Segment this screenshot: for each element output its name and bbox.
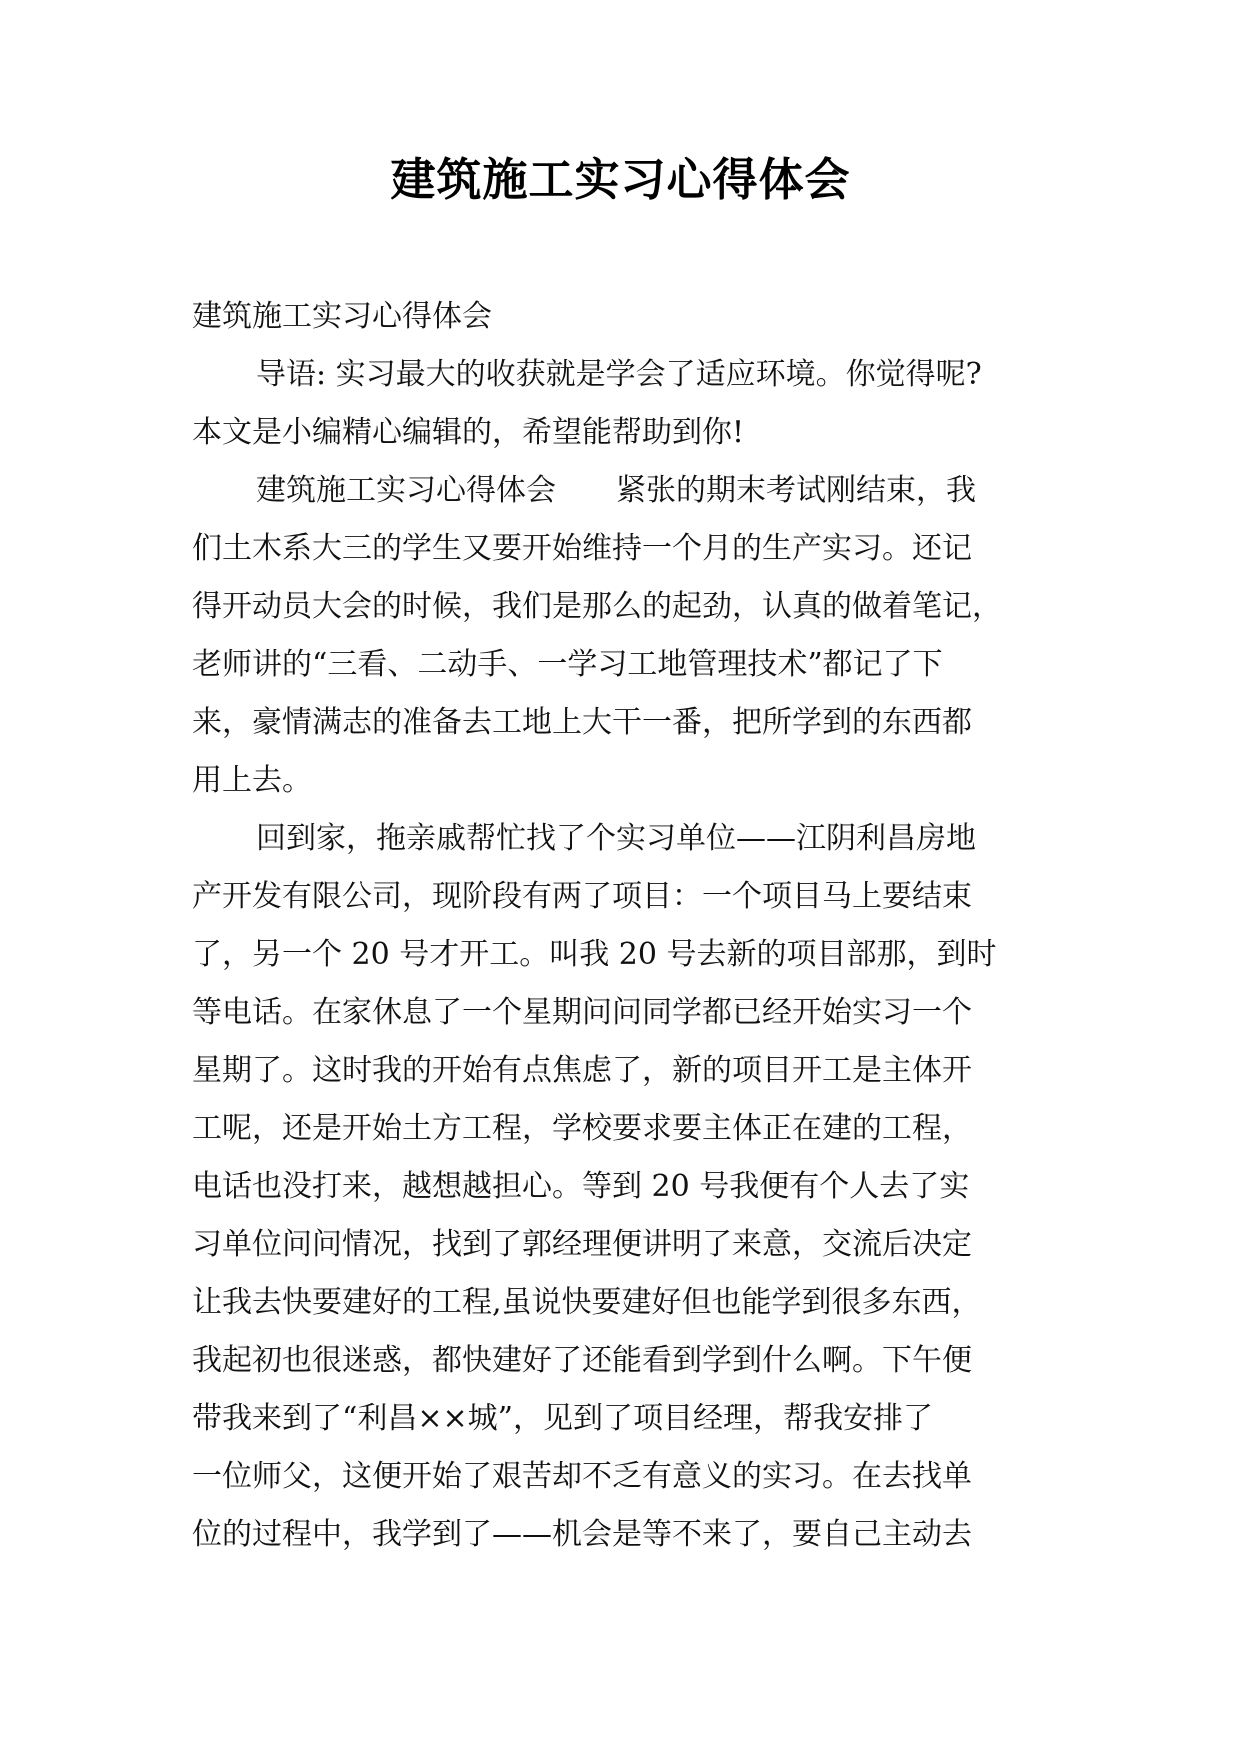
subtitle-line: 建筑施工实习心得体会 bbox=[192, 299, 492, 334]
paragraph-line: 回到家，拖亲戚帮忙找了个实习单位——江阴利昌房地 bbox=[256, 821, 976, 856]
paragraph-line: 带我来到了“利昌××城”，见到了项目经理，帮我安排了 bbox=[192, 1401, 933, 1436]
paragraph-line: 老师讲的“三看、二动手、一学习工地管理技术”都记了下 bbox=[192, 647, 943, 682]
paragraph-line: 得开动员大会的时候，我们是那么的起劲，认真的做着笔记， bbox=[192, 589, 1002, 624]
paragraph-line: 我起初也很迷惑，都快建好了还能看到学到什么啊。下午便 bbox=[192, 1343, 972, 1378]
paragraph-line: 了，另一个 20 号才开工。叫我 20 号去新的项目部那，到时 bbox=[192, 937, 997, 972]
paragraph-line: 用上去。 bbox=[192, 763, 312, 798]
document-body bbox=[192, 288, 1052, 1564]
paragraph-line: 习单位问问情况，找到了郭经理便讲明了来意，交流后决定 bbox=[192, 1227, 972, 1262]
paragraph-line: 等电话。在家休息了一个星期问问同学都已经开始实习一个 bbox=[192, 995, 972, 1030]
paragraph-line: 位的过程中，我学到了——机会是等不来了，要自己主动去 bbox=[192, 1517, 972, 1552]
paragraph-line: 导语: 实习最大的收获就是学会了适应环境。你觉得呢? bbox=[256, 357, 982, 392]
paragraph-line: 工呢，还是开始土方工程，学校要求要主体正在建的工程， bbox=[192, 1111, 972, 1146]
paragraph-line: 电话也没打来，越想越担心。等到 20 号我便有个人去了实 bbox=[192, 1169, 970, 1204]
paragraph-line: 们土木系大三的学生又要开始维持一个月的生产实习。还记 bbox=[192, 531, 972, 566]
paragraph-line: 让我去快要建好的工程,虽说快要建好但也能学到很多东西， bbox=[192, 1285, 982, 1320]
paragraph-line: 产开发有限公司，现阶段有两了项目：一个项目马上要结束 bbox=[192, 879, 972, 914]
paragraph-line: 一位师父，这便开始了艰苦却不乏有意义的实习。在去找单 bbox=[192, 1459, 972, 1494]
document-title: 建筑施工实习心得体会 bbox=[390, 153, 851, 206]
paragraph-line: 本文是小编精心编辑的，希望能帮助到你! bbox=[192, 415, 745, 450]
paragraph-line: 来，豪情满志的准备去工地上大干一番，把所学到的东西都 bbox=[192, 705, 972, 740]
paragraph-line: 建筑施工实习心得体会 紧张的期末考试刚结束，我 bbox=[256, 473, 976, 508]
paragraph-line: 星期了。这时我的开始有点焦虑了，新的项目开工是主体开 bbox=[192, 1053, 972, 1088]
